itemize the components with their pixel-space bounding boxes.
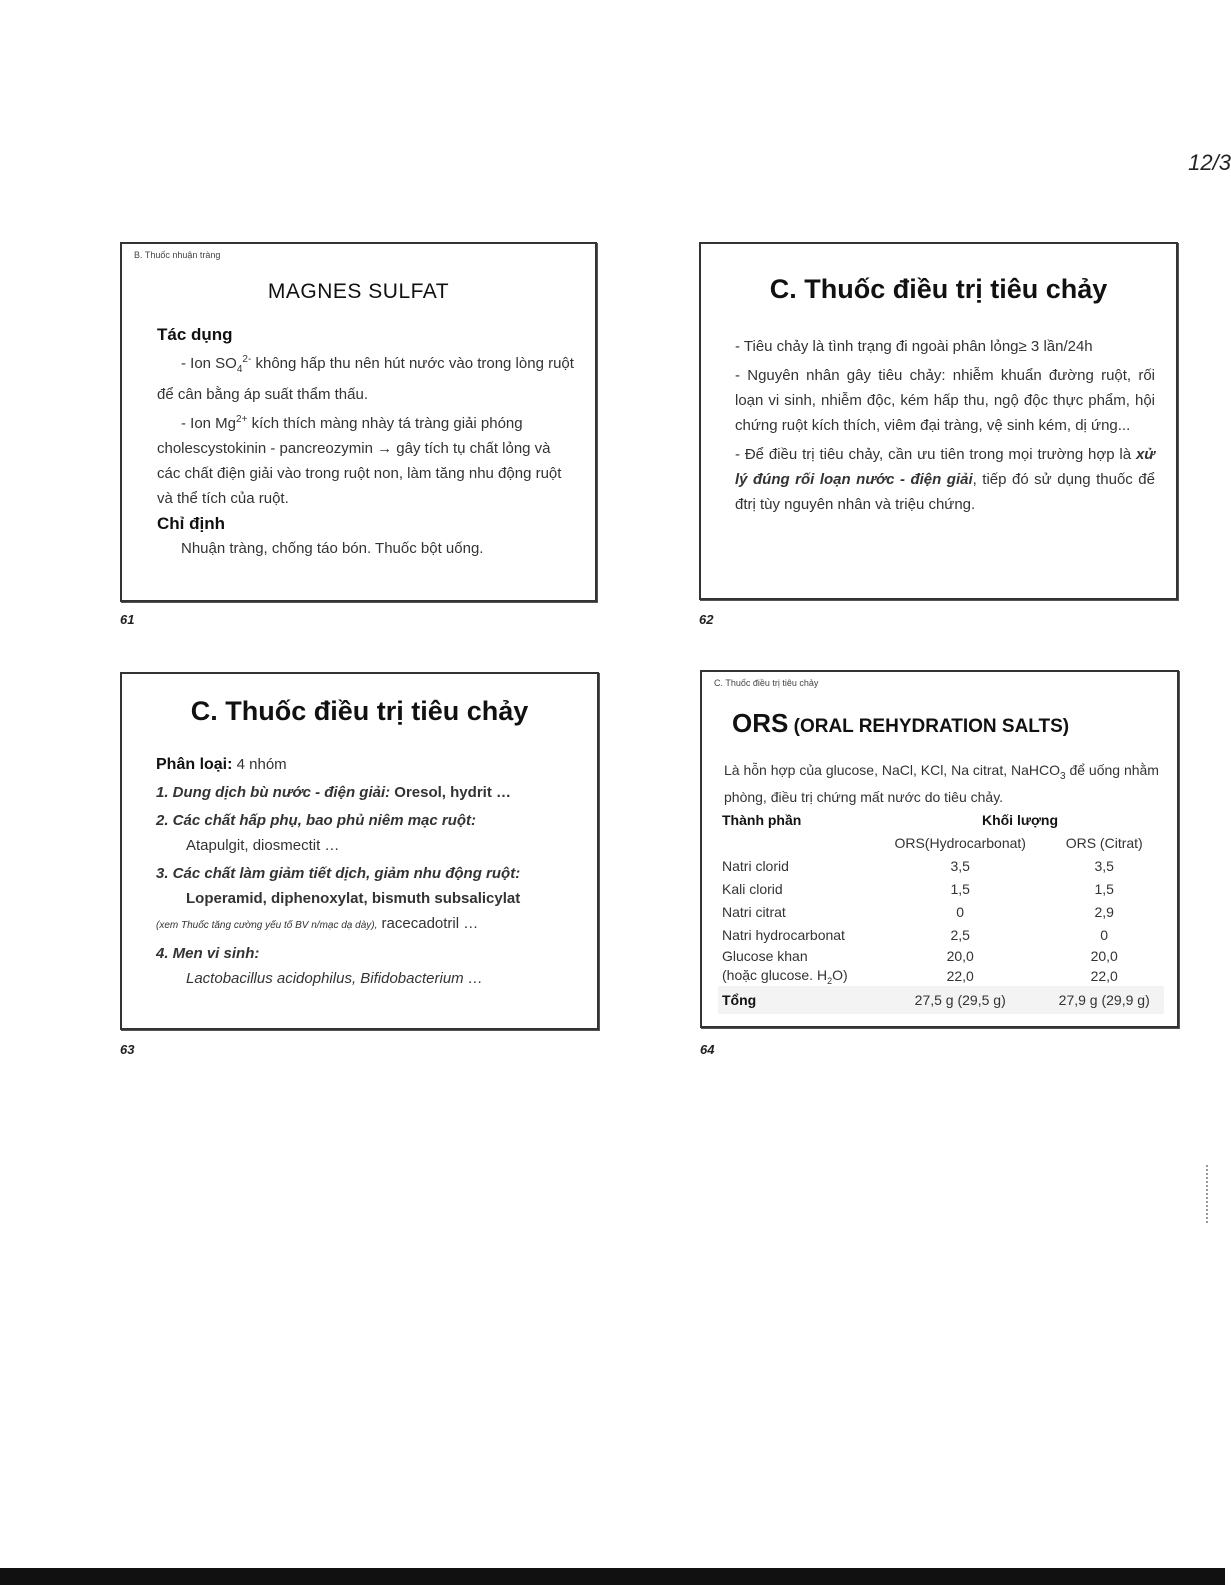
column-header-citrat: ORS (Citrat): [1065, 834, 1143, 851]
top-margin: [0, 0, 1225, 145]
effect-1: - Ion $SO_4^{2-}$ không hấp thu nên hút nước vào trong lòng ruột để cân bằng áp suất thẩm thấu.: [157, 354, 574, 403]
table-header: [718, 808, 1164, 831]
bottom-edge: [0, 1568, 1225, 1585]
slide-62: [699, 242, 1178, 600]
group-3-note: (xem Thuốc tăng cường yếu tố BV n/mạc dạ dày), racecadotril …: [156, 915, 479, 932]
table-total-row: Tổng 27,5 g (29,5 g) 27,9 g (29,9 g): [718, 986, 1164, 1014]
indication-text: Nhuận tràng, chống táo bón. Thuốc bột uống.: [181, 540, 484, 557]
column-header-component: Thành phần: [722, 811, 802, 828]
column-header-hydrocarbonat: ORS(Hydrocarbonat): [894, 834, 1026, 851]
group-4-items: Lactobacillus acidophilus, Bifidobacterium …: [186, 970, 483, 987]
table-row: Natri clorid 3,5 3,5: [722, 857, 1114, 874]
slide-number: 61: [120, 612, 135, 627]
table-row: Natri citrat 0 2,9: [722, 903, 1114, 920]
treatment-priority: - Để điều trị tiêu chảy, cần ưu tiên trong mọi trường hợp là xử lý đúng rối loạn nước - điện giải, tiếp đó sử dụng thuốc để đtrị tùy nguyên nhân và triệu chứng.: [735, 446, 1155, 513]
slide-body: [156, 752, 586, 991]
causes: - Nguyên nhân gây tiêu chảy: nhiễm khuẩn đường ruột, rối loạn vi sinh, nhiễm độc, kém hấp thu, ngộ độc thực phẩm, hội chứng ruột kích thích, viêm đại tràng, vệ sinh kém, dị ứng...: [735, 367, 1155, 434]
effect-2: - Ion $Mg^{2+}$ kích thích màng nhày tá tràng giải phóng cholescystokinin - pancreozymin → gây tích tụ chất lỏng và các chất điện giải vào trong ruột non, làm tăng nhu động ruột và thể tích của ruột.: [157, 414, 562, 507]
classification: Phân loại: 4 nhóm: [156, 756, 287, 773]
group-3: 3. Các chất làm giảm tiết dịch, giảm nhu động ruột:: [156, 865, 521, 882]
table-row: Natri hydrocarbonat 2,5 0: [722, 926, 1109, 943]
ors-intro: Là hỗn hợp của glucose, NaCl, KCl, Na citrat, NaHCO$_3$ để uống nhằm phòng, điều trị chứng mất nước do tiêu chảy.: [724, 762, 1159, 805]
group-3-items: Loperamid, diphenoxylat, bismuth subsalicylat: [186, 890, 521, 907]
group-4: 4. Men vi sinh:: [156, 945, 260, 962]
table-row: (hoặc glucose. $H_2O$) 22,0 22,0: [722, 966, 1118, 986]
slide-title: MAGNES SULFAT: [267, 280, 450, 303]
slide-body: [735, 334, 1155, 517]
group-2-items: Atapulgit, diosmectit …: [186, 837, 340, 854]
slide-breadcrumb: B. Thuốc nhuận tràng: [134, 250, 221, 260]
slide-64: [700, 670, 1179, 1028]
slide-title: C. Thuốc điều trị tiêu chảy: [190, 696, 529, 726]
table-row: Kali clorid 1,5 1,5: [722, 880, 1114, 897]
slide-63: [120, 672, 599, 1030]
indication-heading: Chỉ định: [157, 514, 225, 533]
slide-number: 63: [120, 1042, 135, 1057]
table-row: Glucose khan 20,0 20,0: [722, 948, 1118, 964]
effect-heading: Tác dụng: [157, 325, 233, 344]
group-2: 2. Các chất hấp phụ, bao phủ niêm mạc ruột:: [156, 812, 477, 829]
slide-number: 62: [699, 612, 714, 627]
page-date: 12/3: [1188, 150, 1231, 175]
ors-composition-table: [718, 808, 1164, 1014]
slide-body: [157, 322, 575, 561]
column-header-mass: Khối lượng: [981, 811, 1059, 828]
slide-title: ORS (ORAL REHYDRATION SALTS): [732, 708, 1070, 738]
slide-breadcrumb: C. Thuốc điều trị tiêu chảy: [714, 678, 819, 688]
definition: - Tiêu chảy là tình trạng đi ngoài phân lỏng≥ 3 lần/24h: [735, 338, 1093, 355]
slide-title: C. Thuốc điều trị tiêu chảy: [769, 274, 1108, 304]
slide-61: [120, 242, 597, 602]
group-1: 1. Dung dịch bù nước - điện giải: Oresol, hydrit …: [156, 784, 511, 801]
table-subheader: [718, 831, 1164, 854]
slide-number: 64: [700, 1042, 715, 1057]
margin-mark: [1206, 1165, 1212, 1223]
